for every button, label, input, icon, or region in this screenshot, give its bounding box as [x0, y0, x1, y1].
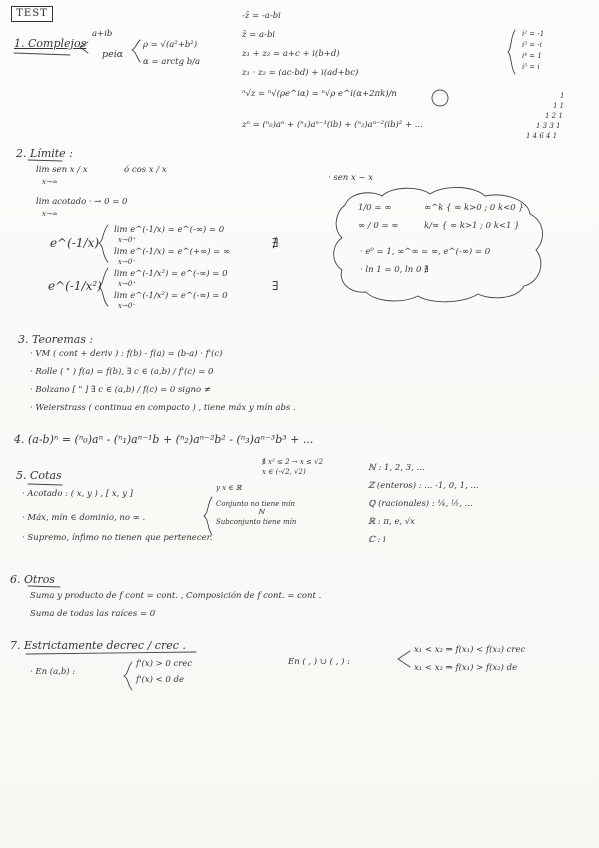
- monotonic-line: x₁ < x₂ ⇒ f(x₁) < f(x₂) crec: [414, 645, 526, 655]
- argument-formula: α = arctg b/a: [143, 57, 201, 67]
- modulus-formula: ρ = √(a²+b²): [143, 40, 198, 50]
- pascal-row: 1 1: [553, 102, 565, 110]
- formula-line: zⁿ = (ⁿ₀)aⁿ + (ⁿ₁)aⁿ⁻¹(ib) + (ⁿ₂)aⁿ⁻²(ib)² + ...: [242, 120, 423, 130]
- monotonic-line: f'(x) > 0 crec: [136, 659, 193, 669]
- limit-verdict: ∃: [272, 279, 279, 293]
- monotonic-line: x₁ < x₂ ⇒ f(x₁) > f(x₂) de: [414, 663, 518, 673]
- brace-icon: [204, 497, 212, 535]
- underline: [14, 53, 70, 55]
- limit-expr: lim acotado · → 0 = 0: [36, 197, 128, 207]
- limit-expr: lim e^(-1/x) = e^(+∞) = ∞: [114, 247, 231, 257]
- limit-function: e^(-1/x): [50, 236, 100, 250]
- monotonic-line: En ( , ) ∪ ( , ) :: [288, 657, 350, 667]
- number-set: ℂ : i: [368, 535, 386, 545]
- section-5-heading: 5. Cotas: [16, 469, 62, 482]
- limit-sub: x→∞: [42, 178, 58, 186]
- formula-line: z̄ = a-bi: [242, 30, 276, 40]
- pascal-row: 1: [560, 92, 565, 100]
- formula-line: ⁿ√z = ⁿ√(ρe^iα) = ⁿ√ρ e^i(α+2πk)/n: [242, 89, 397, 99]
- limit-expr: lim e^(-1/x²) = e^(-∞) = 0: [114, 269, 228, 279]
- unit-circle-icon: [432, 90, 448, 106]
- binomial-expansion: 4. (a-b)ⁿ = (ⁿ₀)aⁿ - (ⁿ₁)aⁿ⁻¹b + (ⁿ₂)aⁿ⁻²b² - (ⁿ₃)aⁿ⁻³b³ + ...: [14, 433, 314, 446]
- bound-note: ∄ x² ≤ 2 → x ≤ √2: [262, 458, 324, 466]
- limit-expr: lim e^(-1/x) = e^(-∞) = 0: [114, 225, 225, 235]
- other-rule: Suma y producto de f cont = cont. , Composición de f cont. = cont .: [30, 591, 322, 601]
- limit-sub: x→∞: [42, 210, 58, 218]
- bound-line: · Máx, mín ∈ dominio, no ∞ .: [22, 513, 146, 523]
- limit-verdict: ∄: [272, 236, 279, 250]
- binomial-form: a+ib: [92, 29, 113, 39]
- number-set: ℝ : π, e, √x: [368, 517, 415, 527]
- cloud-rule: · ln 1 = 0, ln 0 ∄: [360, 265, 429, 275]
- cloud-rule: · e⁰ = 1, ∞^∞ = ∞, e^(-∞) = 0: [360, 247, 491, 257]
- limit-expr: lim e^(-1/x²) = e^(-∞) = 0: [114, 291, 228, 301]
- limit-function: e^(-1/x²): [48, 279, 102, 293]
- theorem-line: · VM ( cont + deriv ) : f(b) - f(a) = (b-a) · f'(c): [30, 349, 223, 359]
- monotonic-line: f'(x) < 0 de: [136, 675, 185, 685]
- number-set: ℕ : 1, 2, 3, ...: [368, 463, 425, 473]
- formula-line: z₁ · z₂ = (ac-bd) + i(ad+bc): [242, 68, 359, 78]
- formula-line: -z̄ = -a-bi: [242, 11, 281, 21]
- bound-note: x ∈ (-√2, √2): [262, 468, 306, 476]
- pascal-row: 1 4 6 4 1: [526, 132, 558, 140]
- split-arrow-icon: [398, 651, 410, 667]
- equivalence-note: · sen x ~ x: [328, 173, 374, 183]
- section-2-heading: 2. Límite :: [16, 147, 73, 160]
- bound-note: Subconjunto tiene mín: [216, 518, 297, 526]
- bound-note: Conjunto no tiene mín: [216, 500, 295, 508]
- formula-line: z₁ + z₂ = a+c + i(b+d): [242, 49, 340, 59]
- limit-expr: ó cos x / x: [124, 165, 167, 175]
- bound-line: · Acotado : ( x, y ) , [ x, y ]: [22, 489, 133, 499]
- brace-icon: [124, 662, 132, 690]
- limit-expr: lim sen x / x: [36, 165, 88, 175]
- section-7-heading: 7. Estrictamente decrec / crec .: [10, 639, 186, 652]
- power-of-i: i⁵ = i: [522, 63, 540, 71]
- number-set: ℤ (enteros) : ... -1, 0, 1, ...: [368, 481, 479, 491]
- theorem-line: · Weierstrass ( continua en compacto ) , tiene máx y mín abs .: [30, 403, 296, 413]
- brace-icon: [99, 225, 108, 262]
- limit-sub: x→0⁻: [118, 302, 136, 310]
- cloud-rule: 1/0 = ∞: [358, 203, 392, 213]
- pascal-row: 1 3 3 1: [536, 122, 561, 130]
- brace-icon: [132, 40, 140, 62]
- cloud-rule: ∞^k { ∞ k>0 ; 0 k<0 }: [424, 203, 524, 213]
- limit-sub: x→0⁻: [118, 258, 136, 266]
- cloud-rule: ∞ / 0 = ∞: [358, 221, 399, 231]
- page-title: TEST: [11, 6, 53, 22]
- section-6-heading: 6. Otros: [10, 573, 55, 586]
- bound-note: y x ∈ ℝ: [216, 484, 242, 492]
- theorem-line: · Rolle ( " ) f(a) = f(b), ∃ c ∈ (a,b) / f'(c) = 0: [30, 367, 214, 377]
- theorem-line: · Bolzano [ " ] ∃ c ∈ (a,b) / f(c) = 0 signo ≠: [30, 385, 211, 395]
- other-rule: Suma de todas las raíces = 0: [30, 609, 156, 619]
- monotonic-line: · En (a,b) :: [30, 667, 76, 677]
- number-set: ℚ (racionales) : ¼, ½, ...: [368, 499, 473, 509]
- limit-sub: x→0⁺: [118, 280, 136, 288]
- bound-line: · Supremo, ínfimo no tienen que pertenecer.: [22, 533, 213, 543]
- power-of-i: i⁴ = 1: [522, 52, 542, 60]
- pascal-row: 1 2 1: [545, 112, 563, 120]
- section-3-heading: 3. Teoremas :: [18, 333, 94, 346]
- power-of-i: i² = -1: [522, 30, 545, 38]
- cloud-rule: k/∞ { ∞ k>1 ; 0 k<1 }: [424, 221, 520, 231]
- underline: [28, 484, 62, 485]
- brace-icon: [508, 30, 515, 74]
- bound-note: ℕ: [258, 508, 265, 516]
- polar-form: peiα: [102, 49, 124, 60]
- power-of-i: i³ = -i: [522, 41, 542, 49]
- section-1-heading: 1. Complejos: [14, 37, 87, 50]
- limit-sub: x→0⁺: [118, 236, 136, 244]
